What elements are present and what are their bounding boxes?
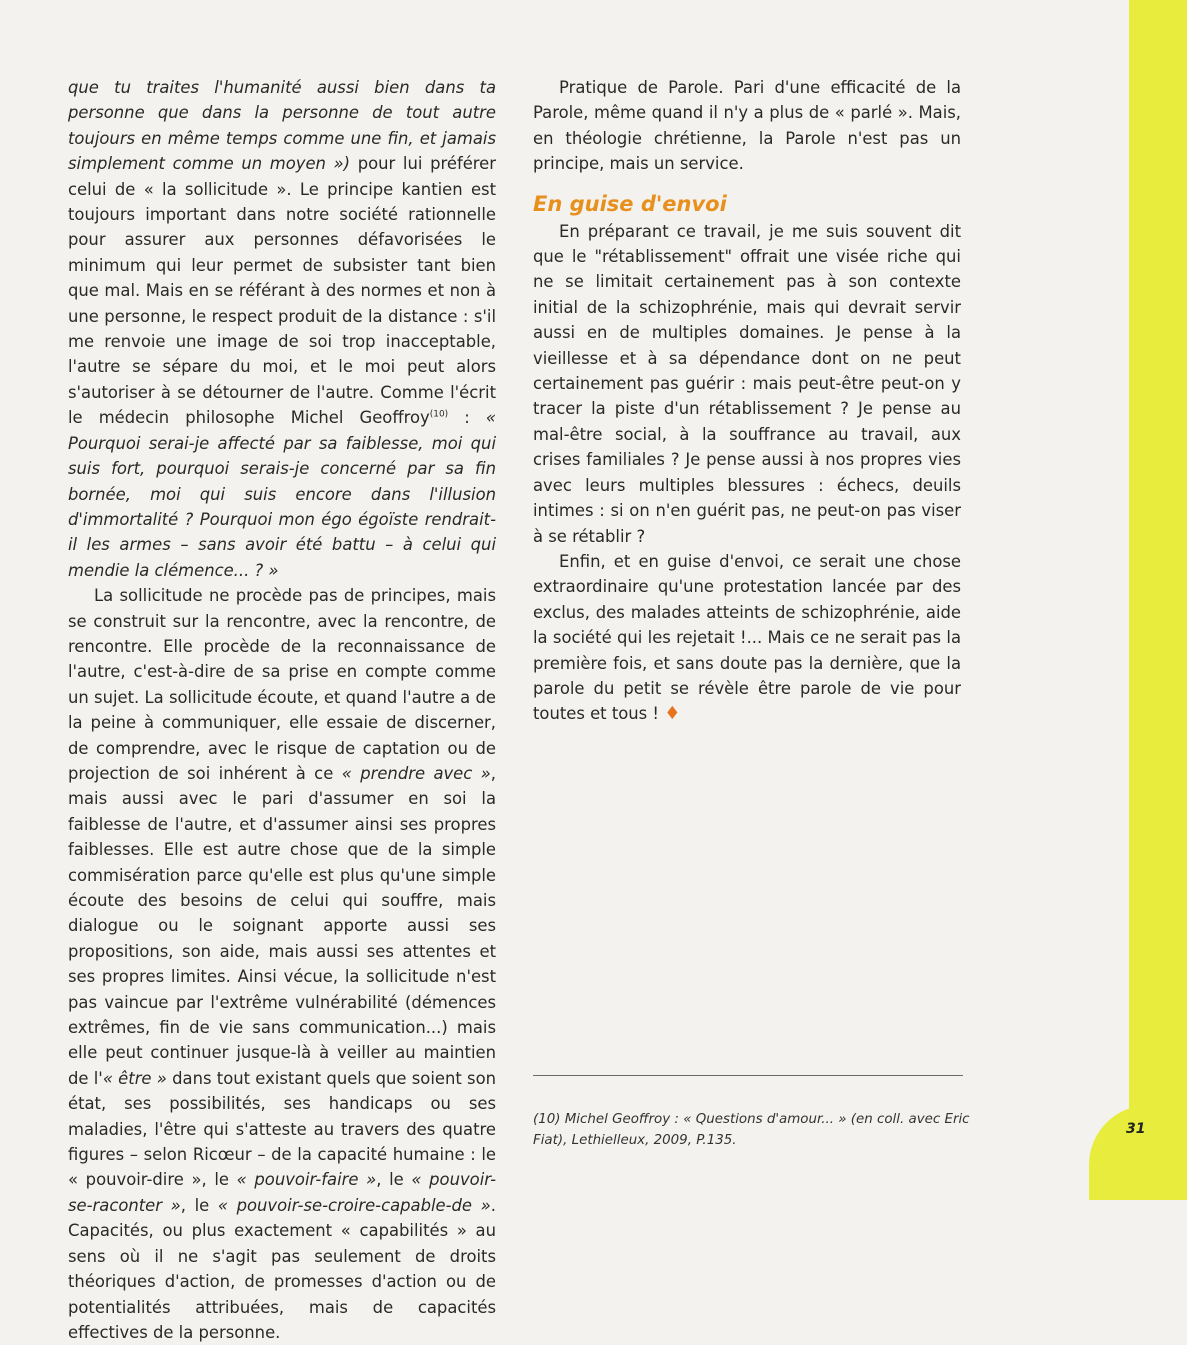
italic-span: « pouvoir-faire » [236, 1170, 377, 1190]
left-paragraph-2 [68, 583, 496, 1345]
text-span: : [448, 408, 470, 428]
text-span: . Capacités, ou plus exactement « capabilités » au sens où il ne s'agit pas seulement de droits théoriques d'action, de promesses d'action ou de potentialités attribuées, mais de capacités effectives de la personne. [68, 1195, 496, 1342]
right-paragraph-2: En préparant ce travail, je me suis souvent dit que le "rétablissement" offrait une visée riche qui ne se limitait certainement pas à son contexte initial de la schizophrénie, mais qui devrait servir aussi en de multiples domaines. Je pense à la vieillesse et à sa dépendance dont on ne peut certainement pas guérir : mais peut-être peut-on y tracer la piste d'un rétablissement ? Je pense au mal-être social, à la souffrance au travail, aux crises familiales ? Je pense aussi à nos propres vies avec leurs multiples blessures : échecs, deuils intimes : si on n'en guérit pas, ne peut-on pas viser à se rétablir ? [533, 221, 961, 546]
footnote: (10) Michel Geoffroy : « Questions d'amour... » (en coll. avec Eric Fiat), Lethielleux, 2009, P.135. [533, 1112, 970, 1148]
right-column [533, 75, 961, 727]
end-diamond-icon: ♦ [664, 703, 681, 725]
italic-span: « pouvoir-se-raconter » [68, 1170, 497, 1215]
text-span: Enfin, et en guise d'envoi, ce serait une chose extraordinaire qu'une protestation lancée par des exclus, des malades atteints de schizophrénie, aide la société qui les rejetait !... Mais ce ne serait pas la première fois, et sans doute pas la dernière, que la parole du petit se révèle être parole de vie pour toutes et tous ! [533, 551, 961, 724]
page-number: 31 [1126, 1121, 1146, 1137]
kant-quote-end: que tu traites l'humanité aussi bien dans ta personne que dans la personne de tout autre toujours en même temps comme une fin, et jamais simplement comme un moyen ») [68, 78, 496, 174]
right-paragraph-3 [533, 549, 961, 727]
right-paragraph-1: Pratique de Parole. Pari d'une efficacité de la Parole, même quand il n'y a plus de « parlé ». Mais, en théologie chrétienne, la Parole n'est pas un principe, mais un service. [533, 78, 961, 174]
footnote-ref: (10) [429, 409, 449, 420]
text-span: La sollicitude ne procède pas de principes, mais se construit sur la rencontre, avec la rencontre, de rencontre. Elle procède de la reconnaissance de l'autre, c'est-à-dire de sa prise en compte comme un sujet. La sollicitude écoute, et quand l'autre a de la peine à communiquer, elle essaie de discerner, de comprendre, avec le risque de captation ou de projection de soi inhérent à ce [68, 586, 496, 783]
italic-span: « prendre avec » [341, 763, 491, 783]
italic-span: « être » [102, 1068, 167, 1088]
yellow-page-edge [1129, 0, 1187, 1200]
text-span: dans tout existant quels que soient son état, ses possibilités, ses handicaps ou ses maladies, l'être qui s'atteste au travers des quatre figures – selon Ricœur – de la capacité humaine : le « pouvoir-dire », le [68, 1068, 496, 1190]
section-heading: En guise d'envoi [533, 191, 727, 216]
text-span: pour lui préférer celui de « la sollicitude ». Le principe kantien est toujours important dans notre société rationnelle pour assurer aux personnes défavorisées le minimum qui leur permet de subsister tant bien que mal. Mais en se référant à des normes et non à une personne, le respect produit de la distance : s'il me renvoie une image de soi trop inacceptable, l'autre se sépare du moi, et le moi peut alors s'autoriser à se détourner de l'autre. Comme l'écrit le médecin philosophe Michel Geoffroy [68, 154, 496, 428]
geoffroy-quote: « Pourquoi serai-je affecté par sa faiblesse, moi qui suis fort, pourquoi serais-je concerné par sa fin bornée, moi qui suis encore dans l'illusion d'immortalité ? Pourquoi mon égo égoïste rendrait-il les armes – sans avoir été battu – à celui qui mendie la clémence... ? » [68, 408, 496, 580]
italic-span: « pouvoir-se-croire-capable-de » [217, 1195, 491, 1215]
text-span: , mais aussi avec le pari d'assumer en soi la faiblesse de l'autre, et d'assumer ainsi ses propres faiblesses. Elle est autre chose que de la simple commisération parce qu'elle est plus qu'une simple écoute des besoins de celui qui souffre, mais dialogue ou le soignant apporte aussi ses propositions, son aide, mais aussi ses attentes et ses propres limites. Ainsi vécue, la sollicitude n'est pas vaincue par l'extrême vulnérabilité (démences extrêmes, fin de vie sans communication...) mais elle peut continuer jusque-là à veiller au maintien de l' [68, 763, 497, 1088]
left-paragraph-1 [68, 75, 496, 583]
text-span: , le [180, 1195, 218, 1215]
footnote-divider [533, 1075, 963, 1076]
left-column [68, 75, 496, 1345]
text-span: , le [376, 1170, 412, 1190]
